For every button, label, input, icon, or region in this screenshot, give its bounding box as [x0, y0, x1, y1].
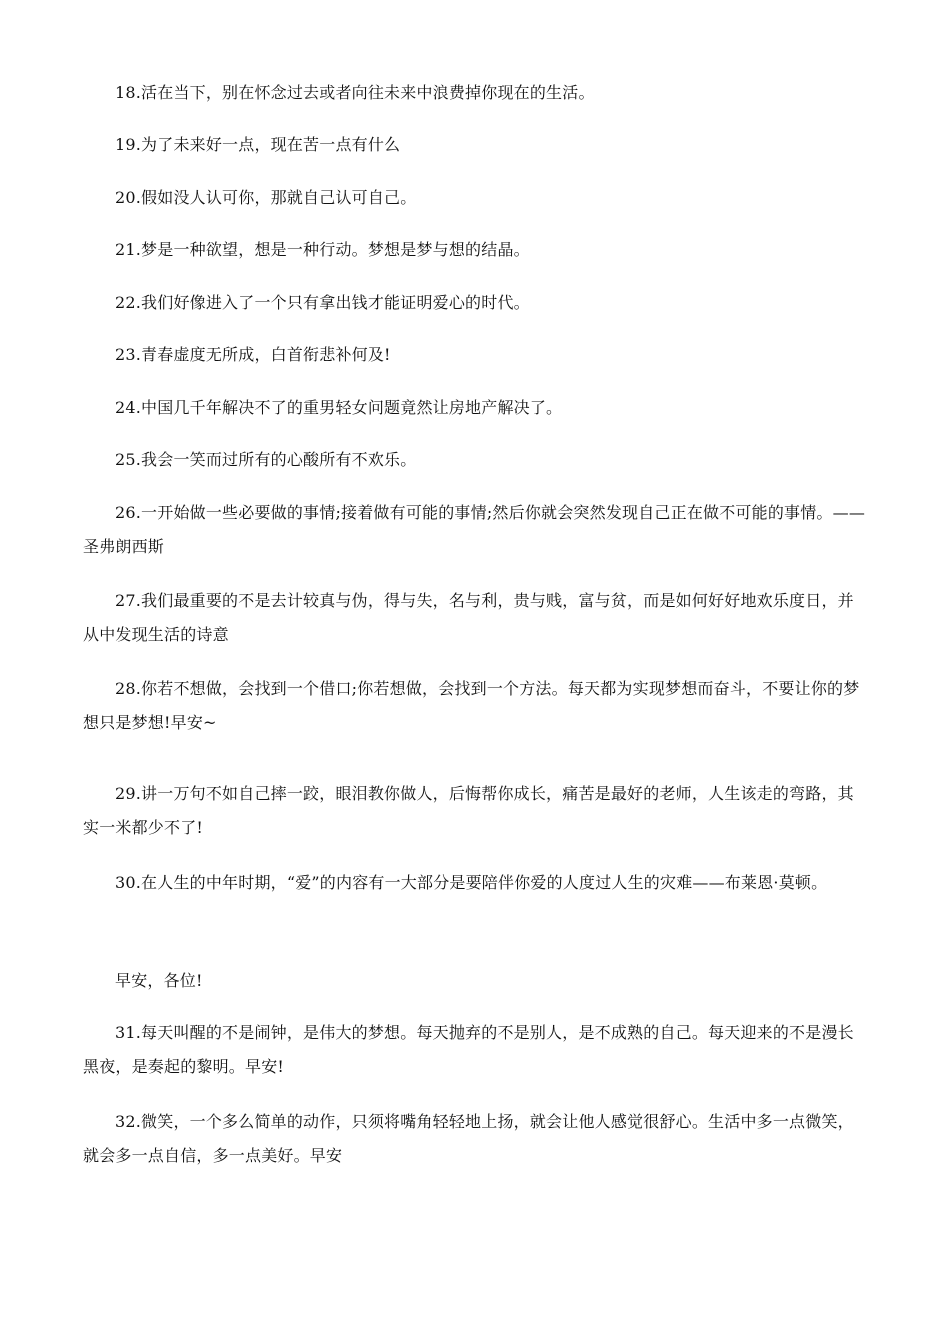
paragraph-22: 22.我们好像进入了一个只有拿出钱才能证明爱心的时代。: [115, 293, 530, 312]
paragraph-27: 27.我们最重要的不是去计较真与伪，得与失，名与利，贵与贱，富与贫，而是如何好好地欢乐度日，并从中发现生活的诗意: [83, 591, 854, 644]
paragraph-28: 28.你若不想做，会找到一个借口;你若想做，会找到一个方法。每天都为实现梦想而奋斗，不要让你的梦想只是梦想!早安~: [83, 679, 860, 732]
paragraph-26: 26.一开始做一些必要做的事情;接着做有可能的事情;然后你就会突然发现自己正在做不可能的事情。——圣弗朗西斯: [83, 503, 866, 556]
paragraph-18: 18.活在当下，别在怀念过去或者向往未来中浪费掉你现在的生活。: [115, 83, 595, 102]
paragraph-greeting: 早安，各位!: [115, 971, 203, 990]
paragraph-23: 23.青春虚度无所成，白首衔悲补何及!: [115, 345, 391, 364]
paragraph-25: 25.我会一笑而过所有的心酸所有不欢乐。: [115, 450, 417, 469]
paragraph-30: 30.在人生的中年时期，“爱”的内容有一大部分是要陪伴你爱的人度过人生的灾难——布莱恩·莫顿。: [115, 873, 828, 892]
paragraph-20: 20.假如没人认可你，那就自己认可自己。: [115, 188, 417, 207]
paragraph-21: 21.梦是一种欲望，想是一种行动。梦想是梦与想的结晶。: [115, 240, 530, 259]
paragraph-24: 24.中国几千年解决不了的重男轻女问题竟然让房地产解决了。: [115, 398, 563, 417]
paragraph-29: 29.讲一万句不如自己摔一跤，眼泪教你做人，后悔帮你成长，痛苦是最好的老师，人生该走的弯路，其实一米都少不了!: [83, 784, 854, 837]
paragraph-31: 31.每天叫醒的不是闹钟，是伟大的梦想。每天抛弃的不是别人，是不成熟的自己。每天迎来的不是漫长黑夜，是奏起的黎明。早安!: [83, 1023, 854, 1076]
paragraph-19: 19.为了未来好一点，现在苦一点有什么: [115, 135, 401, 154]
paragraph-32: 32.微笑，一个多么简单的动作，只须将嘴角轻轻地上扬，就会让他人感觉很舒心。生活中多一点微笑，就会多一点自信，多一点美好。早安: [83, 1112, 854, 1165]
